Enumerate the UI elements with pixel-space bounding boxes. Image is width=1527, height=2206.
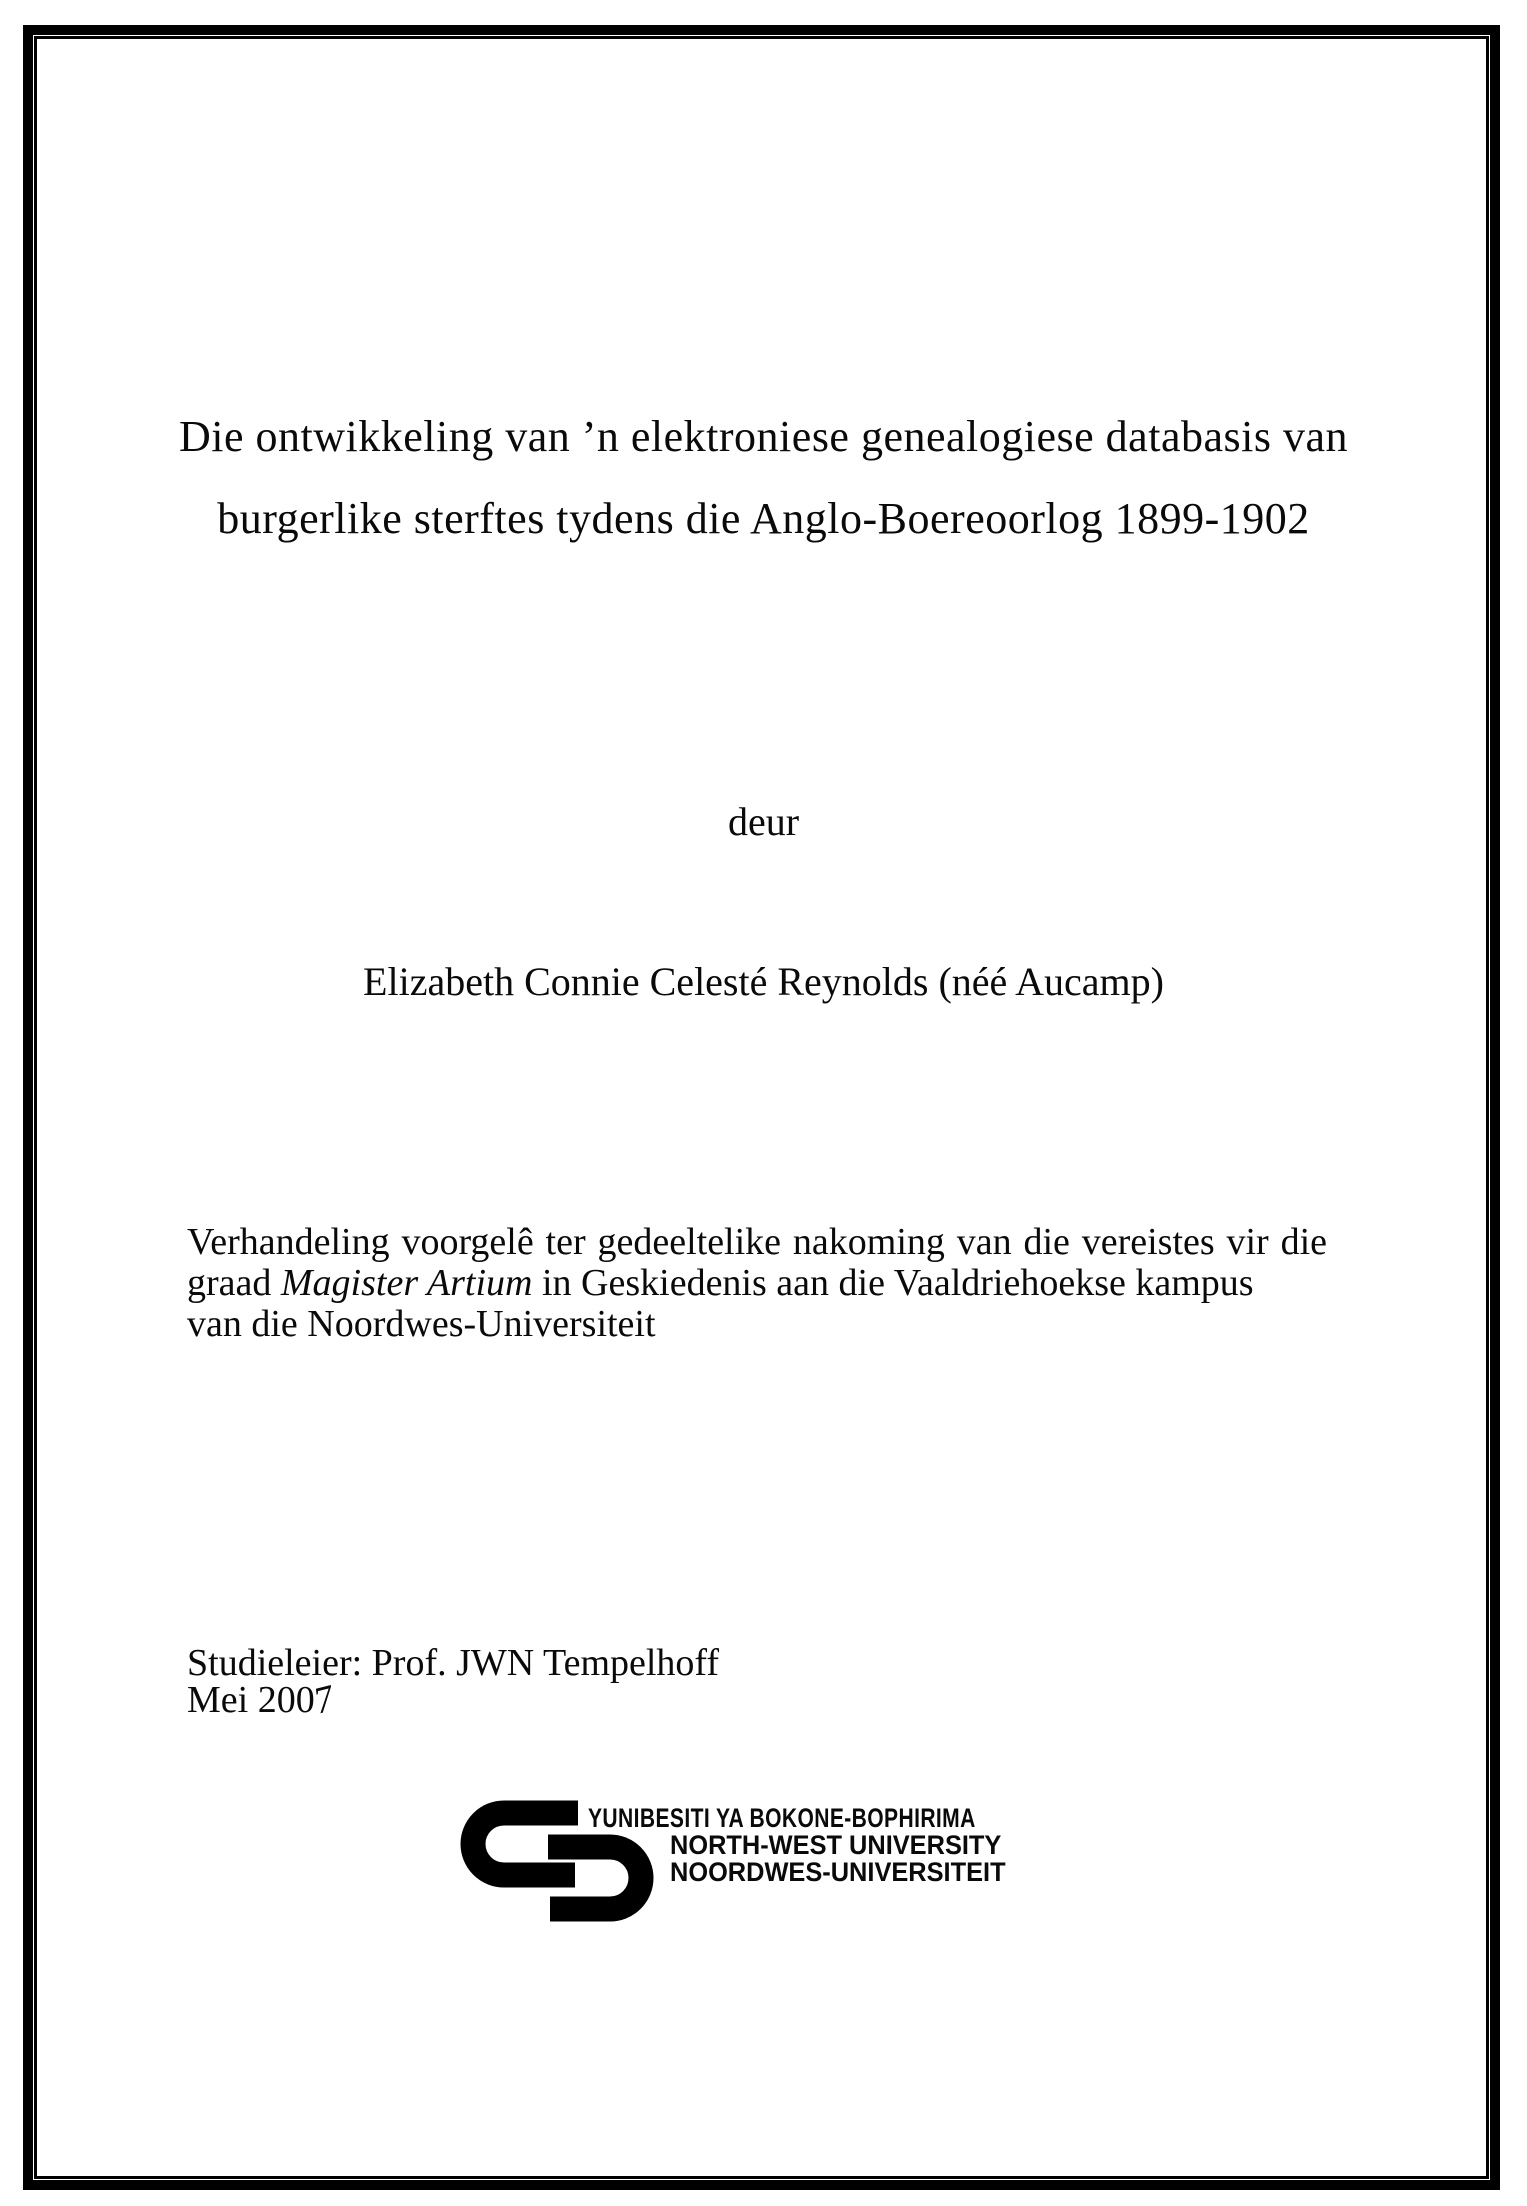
degree-statement-line1: Verhandeling voorgelê ter gedeeltelike nakoming van die vereistes vir die <box>187 1221 1327 1263</box>
logo-text-english: NORTH-WEST UNIVERSITY <box>670 1830 1002 1860</box>
byline: deur <box>727 799 800 844</box>
thesis-title-line1: Die ontwikkeling van ’n elektroniese genealogiese databasis van <box>178 412 1348 461</box>
university-logo <box>458 1800 1078 1945</box>
date-line <box>187 1676 719 1724</box>
degree-statement-line2 <box>187 1263 1327 1304</box>
degree-name-italic: Magister Artium <box>280 1262 533 1304</box>
supervisor-line: Studieleier: Prof. JWN Tempelhoff <box>187 1642 720 1684</box>
degree-statement-line3: van die Noordwes-Universiteit <box>187 1303 656 1345</box>
date-last-digit: 7 <box>312 1676 336 1724</box>
degree-statement-line2-post: in Geskiedenis aan die Vaaldriehoekse kampus <box>532 1262 1254 1304</box>
date-prefix: Mei 200 <box>187 1679 315 1721</box>
degree-statement <box>187 1222 1327 1345</box>
supervisor-and-date <box>187 1642 720 1724</box>
logo-text-setswana: YUNIBESITI YA BOKONE-BOPHIRIMA <box>588 1803 976 1833</box>
degree-statement-line2-pre: graad <box>187 1262 281 1304</box>
logo-text-afrikaans: NOORDWES-UNIVERSITEIT <box>670 1857 1006 1887</box>
author-name: Elizabeth Connie Celesté Reynolds (néé Aucamp) <box>363 959 1164 1004</box>
thesis-title <box>0 396 1527 560</box>
thesis-title-line2: burgerlike sterftes tydens die Anglo-Boereoorlog 1899-1902 <box>217 494 1310 543</box>
